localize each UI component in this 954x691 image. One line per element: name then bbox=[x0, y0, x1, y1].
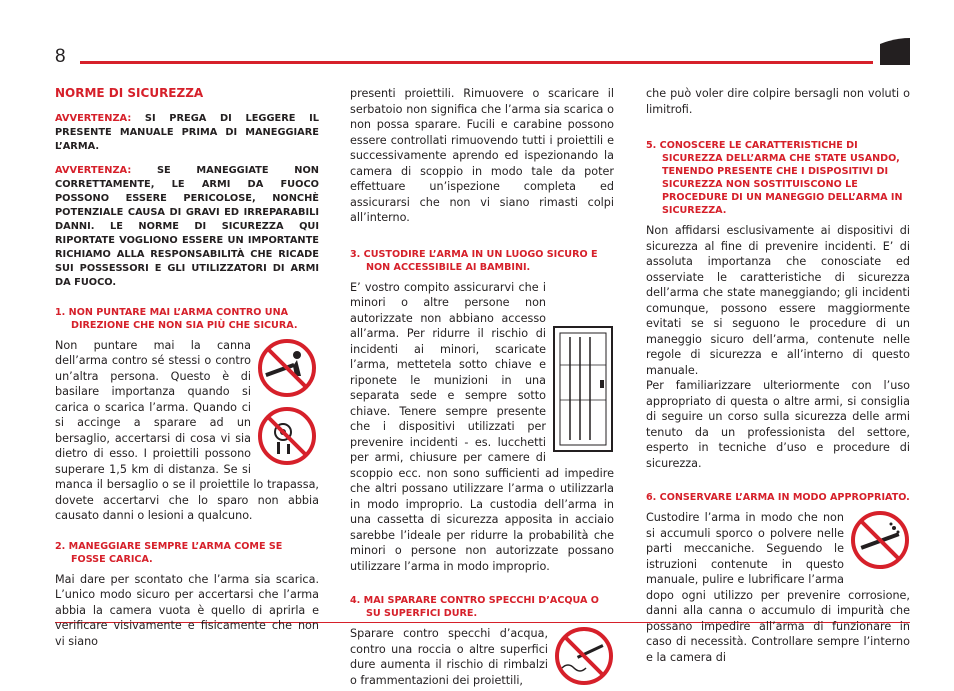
heading-2: 2. MANEGGIARE SEMPRE L’ARMA COME SE FOSSE CARICA. bbox=[55, 540, 283, 565]
paragraph-cont: presenti proiettili. Rimuovere o scaricare il serbatoio non significa che l’arma sia scarica o non possa sparare. Fucili e carabine possono essere controllati rimuovendo tutti i proiettili e successivamente aprendo ed ispezionando la camera di scoppio in modo tale da poter effettuare un’ispezione completa ed assicurarsi che non vi siano rimasti colpi all’interno. bbox=[350, 87, 614, 224]
section-title: NORME DI SICUREZZA bbox=[55, 86, 204, 100]
column-3 bbox=[646, 86, 910, 665]
header-rule bbox=[80, 61, 873, 64]
paragraph-6: Custodire l’arma in modo che non si accumuli sporco o polvere nelle parti meccaniche. Seguendo le istruzioni contenute in questo manuale, pulire e lubrificare l’arma dopo ogni utilizzo per prevenire corrosione, danni alla canna o accumulo di impurità che possano impedire all’arma di funzionare in caso di necessità. Controllare sempre l’interno e la camera di bbox=[646, 511, 910, 664]
heading-3: 3. CUSTODIRE L’ARMA IN UN LUOGO SICURO E NON ACCESSIBILE AI BAMBINI. bbox=[350, 248, 598, 273]
paragraph-cont: che può voler dire colpire bersagli non voluti o limitrofi. bbox=[646, 87, 910, 116]
page-number: 8 bbox=[55, 46, 66, 67]
column-1 bbox=[55, 86, 319, 649]
icon-holder-dirt bbox=[850, 510, 910, 575]
paragraph-5b: Per familiarizzare ulteriormente con l’uso appropriato di questa o altre armi, si consiglia di seguire un corso sulla sicurezza delle armi tenuto da un professionista del settore, esperto in tecniche d’uso e procedure di sicurezza. bbox=[646, 379, 910, 470]
gun-safe-icon bbox=[552, 325, 614, 453]
no-aim-at-person-icon bbox=[257, 338, 317, 398]
no-shoot-beyond-target-icon bbox=[257, 406, 317, 466]
no-shoot-water-icon bbox=[554, 626, 614, 686]
paragraph-1: Non puntare mai la canna dell’arma contro sé stessi o contro un’altra persona. Questo è di basilare importanza quando si carica o scarica l’arma. Quando ci si accinge a sparare ad un bersaglio, accertarsi di cosa vi sia dietro di esso. I proiettili possono superare 1,5 km di distanza. Se si manca il bersaglio o se il proiettile lo trapassa, dovete accertarvi che lo sparo non abbia causato danni o lesioni a qualcuno. bbox=[55, 338, 319, 522]
heading-6: 6. CONSERVARE L’ARMA IN MODO APPROPRIATO. bbox=[646, 492, 910, 503]
corner-tab-icon bbox=[880, 38, 910, 65]
no-dirt-icon bbox=[850, 510, 910, 570]
column-2 bbox=[350, 86, 614, 691]
icon-holder-safe bbox=[552, 325, 614, 458]
paragraph-2: Mai dare per scontato che l’arma sia scarica. L’unico modo sicuro per accertarsi che l’arma abbia la camera vuota è quello di aprirla e verificare visivamente e fisicamente che non vi siano bbox=[55, 572, 319, 648]
icon-holder-water bbox=[554, 626, 614, 691]
paragraph-4: Sparare contro specchi d’acqua, contro una roccia o altre superfici dure aumenta il rischio di rimbalzi o frammentazioni dei proiettili, bbox=[350, 627, 548, 687]
warning-text: SE MANEGGIATE NON CORRETTAMENTE, LE ARMI DA FUOCO POSSONO ESSERE PERICOLOSE, NONCHÈ POTENZIALE CAUSA DI GRAVI ED IRREPARABILI DANNI. LE NORME DI SICUREZZA QUI RIPORTATE VOGLIONO ESSERE UN IMPORTANTE RICHIAMO ALLA RESPONSABILITÀ CHE RICADE SUI POSSESSORI E GLI UTILIZZATORI DI ARMI DA FUOCO. bbox=[55, 164, 319, 288]
heading-4: 4. MAI SPARARE CONTRO SPECCHI D’ACQUA O SU SUPERFICI DURE. bbox=[350, 595, 599, 619]
warning-label: AVVERTENZA: bbox=[55, 112, 132, 124]
paragraph-5a: Non affidarsi esclusivamente ai dispositivi di sicurezza al fine di prevenire incidenti. E’ di assoluta importanza che conosciate ed osserviate le caratteristiche di sicurezza dell’arma che state maneggiando; gli incidenti comunque, possono essere maggiormente evitati se si seguono le procedure di un maneggio sicuro dell’arma, contenute nelle regole di sicurezza e all’interno di questo manuale. bbox=[646, 224, 910, 377]
warning-1 bbox=[55, 112, 319, 154]
heading-1: 1. NON PUNTARE MAI L’ARMA CONTRO UNA DIREZIONE CHE NON SIA PIÙ CHE SICURA. bbox=[55, 306, 298, 331]
paragraph-3: E’ vostro compito assicurarvi che i minori o altre persone non autorizzate non abbiano accesso all’arma. Per ridurre il rischio di incidenti ai minori, scaricate l’arma, mettetela sotto chiave e riponete le munizioni in una separata sede e sempre sotto chiave. Tenere sempre presente che i dispositivi utilizzati per prevenire incidenti - es. lucchetti per armi, chiusure per camere di scoppio ecc. non sono sufficienti ad impedire che altri possano utilizzare l’arma o utilizzarla in modo improprio. La custodia dell’arma in una cassetta di sicurezza apposita in acciaio sarebbe l’ideale per ridurre la probabilità che minori o persone non autorizzate possano utilizzare l’arma in modo improprio. bbox=[350, 280, 614, 573]
warning-label: AVVERTENZA: bbox=[55, 164, 132, 176]
warning-text: SI PREGA DI LEGGERE IL PRESENTE MANUALE PRIMA DI MANEGGIARE L’ARMA. bbox=[55, 112, 319, 152]
icon-stack-1 bbox=[257, 338, 319, 471]
warning-2 bbox=[55, 164, 319, 290]
heading-5: 5. CONOSCERE LE CARATTERISTICHE DI SICUREZZA DELL’ARMA CHE STATE USANDO, TENENDO PRESENTE CHE I DISPOSITIVI DI SICUREZZA NON SOSTITUISCONO LE PROCEDURE DI UN MANEGGIO DELL’ARMA IN SICUREZZA. bbox=[646, 140, 903, 216]
